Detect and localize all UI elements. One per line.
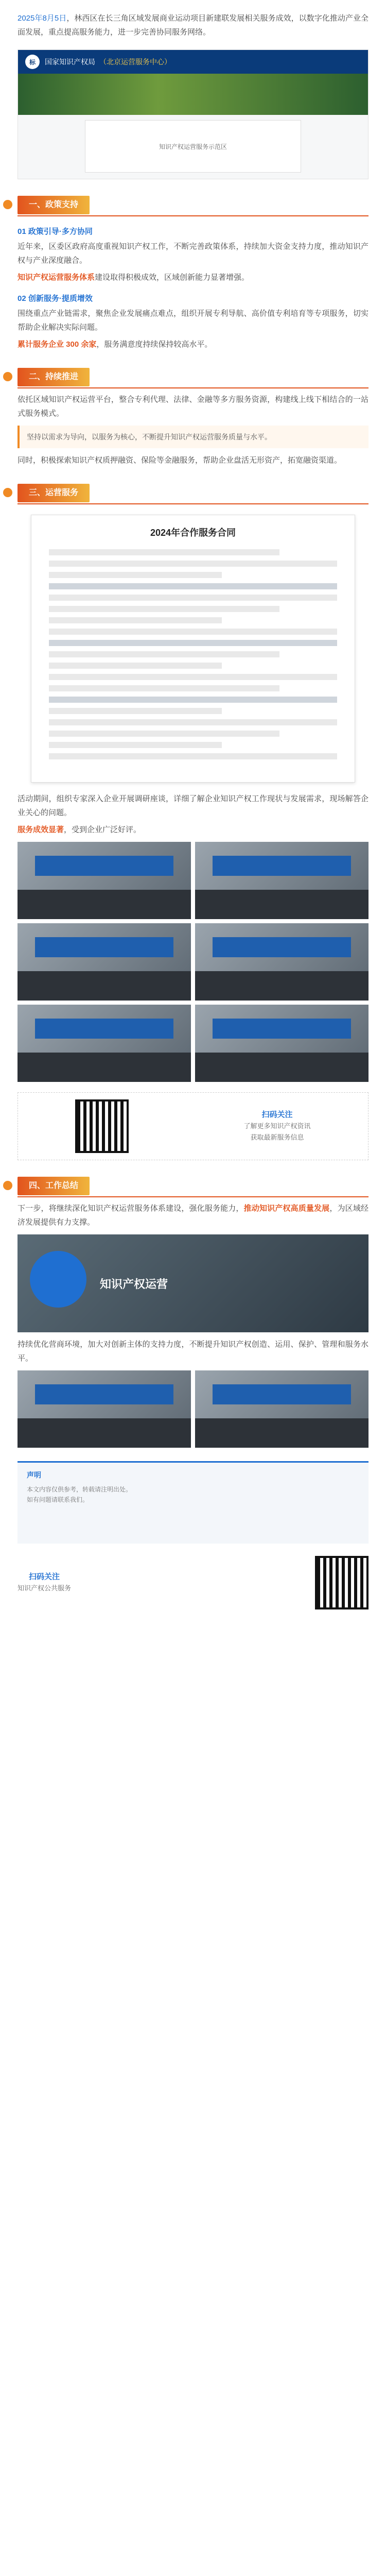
qr-line: 知识产权公共服务 [17, 1584, 72, 1592]
doc-line [49, 561, 337, 567]
doc-line [49, 719, 337, 725]
decor-dot-icon [3, 1181, 12, 1190]
section-header-1 [0, 193, 386, 217]
doc-line [49, 685, 279, 691]
paragraph [17, 1201, 369, 1229]
paragraph [17, 270, 369, 284]
event-photo [195, 923, 369, 1001]
qr-code-icon[interactable] [315, 1556, 369, 1609]
paragraph [17, 240, 369, 267]
doc-line [49, 674, 337, 680]
doc-line [49, 606, 279, 612]
doc-line [49, 640, 337, 646]
paragraph [17, 393, 369, 420]
section-divider [17, 387, 369, 388]
paragraph-text: 同时，积极探索知识产权质押融资、保险等金融服务，帮助企业盘活无形资产，拓宽融资渠道。 [17, 456, 342, 465]
intro-date: 2025年8月5日 [17, 14, 67, 23]
intro-paragraph [0, 0, 386, 45]
paragraph [17, 823, 369, 837]
qr-line: 获取最新服务信息 [250, 1133, 304, 1141]
event-photo [17, 842, 191, 919]
footer-notice [17, 1461, 369, 1544]
highlight-text: 知识产权运营服务体系 [17, 273, 95, 282]
hero-site: （北京运营服务中心） [99, 58, 171, 66]
highlight-text: 服务成效显著 [17, 825, 64, 834]
section-tag: 二、持续推进 [17, 368, 90, 386]
event-photo [17, 923, 191, 1001]
paragraph-text: ，受到企业广泛好评。 [64, 825, 142, 834]
hero-org: 国家知识产权局 [45, 58, 95, 66]
intro-text: ，林西区在长三角区域发展商业运动项目新建联发展相关服务成效，以数字化推动产业全面发展，重点提高服务能力，进一步完善协同服务网络。 [17, 14, 369, 37]
footer-line: 如有问题请联系我们。 [27, 1496, 89, 1503]
paragraph [17, 307, 369, 334]
paragraph [17, 337, 369, 351]
qr-line: 了解更多知识产权资讯 [243, 1122, 311, 1130]
doc-line [49, 651, 279, 657]
event-photo [195, 1370, 369, 1448]
paragraph [17, 792, 369, 820]
section-header-3 [0, 481, 386, 505]
qr-text [243, 1109, 310, 1143]
decor-dot-icon [3, 200, 12, 209]
qr-title: 扫码关注 [29, 1572, 60, 1581]
section-header-2 [0, 365, 386, 389]
quote-block: 坚持以需求为导向，以服务为核心，不断提升知识产权运营服务质量与水平。 [17, 426, 369, 448]
section-tag: 一、政策支持 [17, 196, 90, 214]
doc-line [49, 708, 222, 714]
doc-line [49, 753, 337, 759]
paragraph-text: 活动期间，组织专家深入企业开展调研座谈，详细了解企业知识产权工作现状与发展需求，现场解答企业关心的问题。 [17, 794, 369, 817]
event-photo [17, 1005, 191, 1082]
hero-card: 知识产权运营服务示范区 [85, 120, 301, 173]
doc-line [49, 617, 222, 623]
doc-line [49, 629, 337, 635]
hero-banner-image [18, 74, 368, 115]
section-divider [17, 215, 369, 216]
event-photo [17, 1370, 191, 1448]
paragraph-text: 下一步，将继续深化知识产权运营服务体系建设，强化服务能力， [17, 1204, 244, 1213]
decor-dot-icon [3, 488, 12, 497]
paragraph-text: 依托区域知识产权运营平台，整合专利代理、法律、金融等多方服务资源，构建线上线下相结合的一站式服务模式。 [17, 395, 369, 418]
section-header-4 [0, 1174, 386, 1198]
paragraph-text: 近年来，区委区政府高度重视知识产权工作，不断完善政策体系，持续加大资金支持力度，推动知识产权与产业深度融合。 [17, 242, 369, 265]
footer-line: 本文内容仅供参考，转载请注明出处。 [27, 1486, 132, 1493]
paragraph-text: 建设取得积极成效，区域创新能力显著增强。 [95, 273, 250, 282]
sub-heading: 01 政策引导·多方协同 [17, 227, 93, 236]
doc-line [49, 663, 222, 669]
highlight-text: 累计服务企业 300 余家 [17, 340, 97, 349]
event-photo-grid [17, 842, 369, 1082]
banner-text: 知识产权运营 [100, 1278, 168, 1291]
sub-heading: 02 创新服务·提质增效 [17, 294, 93, 303]
paragraph-text: 持续优化营商环境，加大对创新主体的支持力度，不断提升知识产权创造、运用、保护、管理和服务水平。 [17, 1340, 369, 1363]
hero-screenshot [17, 49, 369, 179]
doc-line [49, 697, 337, 703]
doc-line [49, 742, 222, 748]
decor-dot-icon [3, 372, 12, 381]
contract-document-image [31, 515, 355, 783]
qr-text [17, 1571, 71, 1594]
paragraph-text: ，服务满意度持续保持较高水平。 [96, 340, 213, 349]
highlight-text: 推动知识产权高质量发展 [243, 1204, 330, 1213]
hero-header [18, 50, 368, 74]
section-divider [17, 1196, 369, 1197]
brand-logo-icon [30, 1251, 86, 1308]
doc-line [49, 583, 337, 589]
section-tag: 四、工作总结 [17, 1177, 90, 1195]
doc-line [49, 731, 279, 737]
paragraph [17, 1337, 369, 1365]
paragraph [17, 453, 369, 467]
event-photo [195, 842, 369, 919]
footer-title: 声明 [27, 1471, 41, 1479]
paragraph-text: 围绕重点产业链需求，聚焦企业发展痛点难点，组织开展专利导航、高价值专利培育等专项服务，切实帮助企业解决实际问题。 [17, 309, 369, 332]
document-title: 2024年合作服务合同 [150, 528, 236, 538]
banner-photo [17, 1234, 369, 1332]
paragraph-text: ，为区域经济发展提供有力支撑。 [17, 1204, 369, 1227]
doc-line [49, 549, 279, 555]
section-divider [17, 503, 369, 504]
qr-code-icon[interactable] [75, 1099, 129, 1153]
emblem-icon: 标 [25, 55, 40, 69]
doc-line [49, 572, 222, 578]
qr-promo [17, 1092, 369, 1160]
qr-title: 扫码关注 [261, 1110, 293, 1119]
doc-line [49, 595, 337, 601]
section-tag: 三、运营服务 [17, 484, 90, 502]
bottom-qr-promo [17, 1552, 369, 1614]
event-photo [195, 1005, 369, 1082]
event-photo-grid-2 [17, 1370, 369, 1448]
